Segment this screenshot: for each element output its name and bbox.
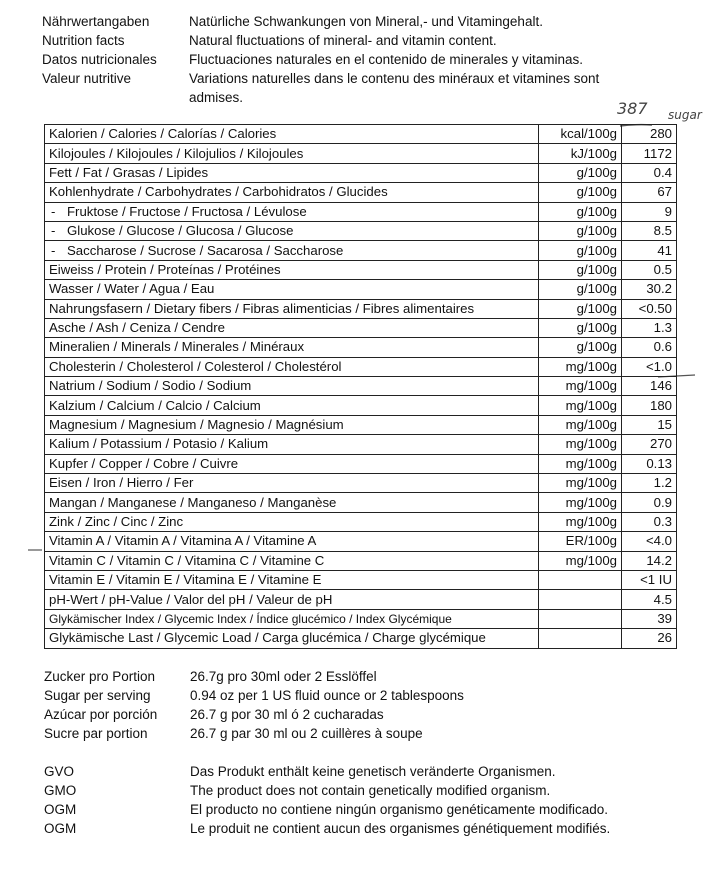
value-cell: 15 xyxy=(622,415,677,434)
unit-cell: g/100g xyxy=(539,338,622,357)
nutrient-name: Asche / Ash / Ceniza / Cendre xyxy=(49,320,225,336)
table-row xyxy=(45,629,677,648)
table-row xyxy=(45,338,677,357)
nutrient-name: Natrium / Sodium / Sodio / Sodium xyxy=(49,378,252,394)
unit-cell: g/100g xyxy=(539,221,622,240)
nutrient-name: Glukose / Glucose / Glucosa / Glucose xyxy=(67,223,294,239)
nutrient-name: Mineralien / Minerals / Minerales / Minéraux xyxy=(49,339,305,355)
table-row xyxy=(45,144,677,163)
nutrition-table xyxy=(44,124,677,649)
gmo-label-de: GVO xyxy=(44,764,75,779)
nutrient-name-cell xyxy=(45,299,539,318)
unit-cell xyxy=(539,590,622,609)
unit-cell xyxy=(539,629,622,648)
nutrient-name: Nahrungsfasern / Dietary fibers / Fibras alimenticias / Fibres alimentaires xyxy=(49,300,475,316)
nutrient-name-cell xyxy=(45,241,539,260)
value-cell: <1 IU xyxy=(622,570,677,589)
header-label-fr: Valeur nutritive xyxy=(42,71,132,86)
serving-text-en: 0.94 oz per 1 US fluid ounce or 2 tablespoons xyxy=(190,688,464,703)
value-cell: 0.13 xyxy=(622,454,677,473)
nutrient-name-cell xyxy=(45,318,539,337)
value-cell: 67 xyxy=(622,183,677,202)
unit-cell: g/100g xyxy=(539,241,622,260)
unit-cell: mg/100g xyxy=(539,551,622,570)
nutrient-name: Glykämischer Index / Glycemic Index / Índice glucémico / Index Glycémique xyxy=(49,611,452,626)
table-row xyxy=(45,260,677,279)
serving-label-fr: Sucre par portion xyxy=(44,726,148,741)
header-text-de: Natürliche Schwankungen von Mineral,- und Vitamingehalt. xyxy=(189,14,543,29)
value-cell: 180 xyxy=(622,396,677,415)
table-row xyxy=(45,454,677,473)
nutrient-name: Glykämische Last / Glycemic Load / Carga glucémica / Charge glycémique xyxy=(49,630,486,646)
handwritten-word: sugar xyxy=(668,108,702,122)
nutrient-name-cell xyxy=(45,163,539,182)
table-row xyxy=(45,396,677,415)
table-row xyxy=(45,609,677,628)
serving-label-es: Azúcar por porción xyxy=(44,707,158,722)
gmo-label-en: GMO xyxy=(44,783,77,798)
value-cell: <4.0 xyxy=(622,532,677,551)
value-cell: <0.50 xyxy=(622,299,677,318)
header-label-de: Nährwertangaben xyxy=(42,14,150,29)
serving-text-es: 26.7 g por 30 ml ó 2 cucharadas xyxy=(190,707,384,722)
value-cell: 1.3 xyxy=(622,318,677,337)
unit-cell: g/100g xyxy=(539,280,622,299)
unit-cell: g/100g xyxy=(539,318,622,337)
nutrient-name: Kupfer / Copper / Cobre / Cuivre xyxy=(49,455,239,471)
table-row xyxy=(45,532,677,551)
value-cell: 1172 xyxy=(622,144,677,163)
nutrient-name: Fruktose / Fructose / Fructosa / Lévulose xyxy=(67,203,307,219)
value-cell: <1.0 xyxy=(622,357,677,376)
unit-cell: mg/100g xyxy=(539,377,622,396)
value-cell: 146 xyxy=(622,377,677,396)
nutrient-name-cell xyxy=(45,532,539,551)
unit-cell: mg/100g xyxy=(539,357,622,376)
value-cell: 0.9 xyxy=(622,493,677,512)
value-cell: 270 xyxy=(622,435,677,454)
header-text-fr: Variations naturelles dans le contenu des minéraux et vitamines sont xyxy=(189,71,600,86)
table-row xyxy=(45,125,677,144)
nutrient-name-cell xyxy=(45,512,539,531)
nutrient-name-cell xyxy=(45,590,539,609)
nutrient-name: Vitamin C / Vitamin C / Vitamina C / Vitamine C xyxy=(49,552,325,568)
nutrient-name-cell xyxy=(45,629,539,648)
table-row xyxy=(45,183,677,202)
unit-cell: mg/100g xyxy=(539,435,622,454)
unit-cell xyxy=(539,570,622,589)
table-row xyxy=(45,299,677,318)
nutrient-name: Zink / Zinc / Cinc / Zinc xyxy=(49,514,184,529)
unit-cell: g/100g xyxy=(539,183,622,202)
table-row xyxy=(45,163,677,182)
serving-text-fr: 26.7 g par 30 ml ou 2 cuillères à soupe xyxy=(190,726,423,741)
value-cell: 14.2 xyxy=(622,551,677,570)
header-label-en: Nutrition facts xyxy=(42,33,125,48)
nutrient-name-cell xyxy=(45,144,539,163)
nutrient-name-cell xyxy=(45,493,539,512)
unit-cell: g/100g xyxy=(539,163,622,182)
table-row xyxy=(45,318,677,337)
serving-label-de: Zucker pro Portion xyxy=(44,669,156,684)
table-row xyxy=(45,512,677,531)
value-cell: 9 xyxy=(622,202,677,221)
unit-cell: mg/100g xyxy=(539,512,622,531)
nutrient-name-cell xyxy=(45,454,539,473)
unit-cell: kJ/100g xyxy=(539,144,622,163)
nutrient-name: Kalorien / Calories / Calorías / Calories xyxy=(49,126,277,142)
nutrient-name: Eisen / Iron / Hierro / Fer xyxy=(49,475,194,491)
header-label-es: Datos nutricionales xyxy=(42,52,157,67)
value-cell: 8.5 xyxy=(622,221,677,240)
gmo-text-de: Das Produkt enthält keine genetisch veränderte Organismen. xyxy=(190,764,556,779)
value-cell: 0.4 xyxy=(622,163,677,182)
value-cell: 41 xyxy=(622,241,677,260)
handwritten-value: 387 xyxy=(617,99,648,118)
table-row xyxy=(45,221,677,240)
table-row xyxy=(45,590,677,609)
nutrient-name: Cholesterin / Cholesterol / Colesterol / Cholestérol xyxy=(49,358,342,374)
sub-item-dash: - xyxy=(51,242,56,258)
nutrient-name-cell xyxy=(45,415,539,434)
table-row xyxy=(45,202,677,221)
nutrition-table-body xyxy=(45,125,677,649)
nutrient-name: pH-Wert / pH-Value / Valor del pH / Valeur de pH xyxy=(49,591,333,607)
nutrient-name: Wasser / Water / Agua / Eau xyxy=(49,281,215,297)
gmo-label-es: OGM xyxy=(44,802,77,817)
header-text-en: Natural fluctuations of mineral- and vitamin content. xyxy=(189,33,497,48)
nutrient-name-cell xyxy=(45,474,539,493)
unit-cell: mg/100g xyxy=(539,454,622,473)
nutrient-name: Eiweiss / Protein / Proteínas / Protéines xyxy=(49,261,281,277)
nutrient-name-cell xyxy=(45,125,539,144)
table-row xyxy=(45,435,677,454)
nutrient-name: Kilojoules / Kilojoules / Kilojulios / Kilojoules xyxy=(49,145,304,161)
nutrient-name-cell xyxy=(45,609,539,628)
nutrient-name-cell xyxy=(45,377,539,396)
nutrient-name: Kalzium / Calcium / Calcio / Calcium xyxy=(49,397,261,413)
value-cell: 26 xyxy=(622,629,677,648)
nutrient-name-cell xyxy=(45,183,539,202)
unit-cell: g/100g xyxy=(539,202,622,221)
nutrient-name: Kohlenhydrate / Carbohydrates / Carbohidratos / Glucides xyxy=(49,184,388,200)
value-cell: 1.2 xyxy=(622,474,677,493)
nutrient-name-cell xyxy=(45,338,539,357)
unit-cell: ER/100g xyxy=(539,532,622,551)
nutrient-name-cell xyxy=(45,396,539,415)
table-row xyxy=(45,493,677,512)
unit-cell: mg/100g xyxy=(539,415,622,434)
value-cell: 280 xyxy=(622,125,677,144)
nutrient-name-cell xyxy=(45,221,539,240)
unit-cell: kcal/100g xyxy=(539,125,622,144)
nutrient-name: Vitamin E / Vitamin E / Vitamina E / Vitamine E xyxy=(49,572,322,588)
sub-item-dash: - xyxy=(51,223,56,239)
nutrient-name: Magnesium / Magnesium / Magnesio / Magnésium xyxy=(49,417,344,433)
value-cell: 4.5 xyxy=(622,590,677,609)
nutrient-name-cell xyxy=(45,551,539,570)
table-row xyxy=(45,474,677,493)
nutrient-name-cell xyxy=(45,570,539,589)
nutrient-name-cell xyxy=(45,357,539,376)
table-row xyxy=(45,357,677,376)
table-row xyxy=(45,551,677,570)
serving-label-en: Sugar per serving xyxy=(44,688,151,703)
value-cell: 0.3 xyxy=(622,512,677,531)
nutrient-name-cell xyxy=(45,280,539,299)
nutrient-name: Saccharose / Sucrose / Sacarosa / Saccharose xyxy=(67,242,344,258)
unit-cell: g/100g xyxy=(539,299,622,318)
nutrient-name-cell xyxy=(45,202,539,221)
unit-cell: g/100g xyxy=(539,260,622,279)
value-cell: 30.2 xyxy=(622,280,677,299)
gmo-label-fr: OGM xyxy=(44,821,77,836)
table-row xyxy=(45,570,677,589)
value-cell: 39 xyxy=(622,609,677,628)
unit-cell: mg/100g xyxy=(539,493,622,512)
sub-item-dash: - xyxy=(51,203,56,219)
unit-cell xyxy=(539,609,622,628)
nutrient-name: Mangan / Manganese / Manganeso / Manganèse xyxy=(49,494,337,510)
nutrient-name-cell xyxy=(45,260,539,279)
value-cell: 0.5 xyxy=(622,260,677,279)
gmo-text-es: El producto no contiene ningún organismo genéticamente modificado. xyxy=(190,802,609,817)
table-row xyxy=(45,280,677,299)
gmo-text-en: The product does not contain genetically modified organism. xyxy=(190,783,551,798)
unit-cell: mg/100g xyxy=(539,396,622,415)
table-row xyxy=(45,415,677,434)
header-text-es: Fluctuaciones naturales en el contenido de minerales y vitaminas. xyxy=(189,52,583,67)
nutrient-name: Vitamin A / Vitamin A / Vitamina A / Vitamine A xyxy=(49,533,317,549)
serving-text-de: 26.7g pro 30ml oder 2 Esslöffel xyxy=(190,669,377,684)
nutrient-name: Fett / Fat / Grasas / Lipides xyxy=(49,164,209,180)
nutrient-name-cell xyxy=(45,435,539,454)
value-cell: 0.6 xyxy=(622,338,677,357)
unit-cell: mg/100g xyxy=(539,474,622,493)
gmo-text-fr: Le produit ne contient aucun des organismes génétiquement modifiés. xyxy=(190,821,611,836)
table-row xyxy=(45,377,677,396)
nutrient-name: Kalium / Potassium / Potasio / Kalium xyxy=(49,436,269,452)
header-text-fr-cont: admises. xyxy=(189,90,244,105)
table-row xyxy=(45,241,677,260)
